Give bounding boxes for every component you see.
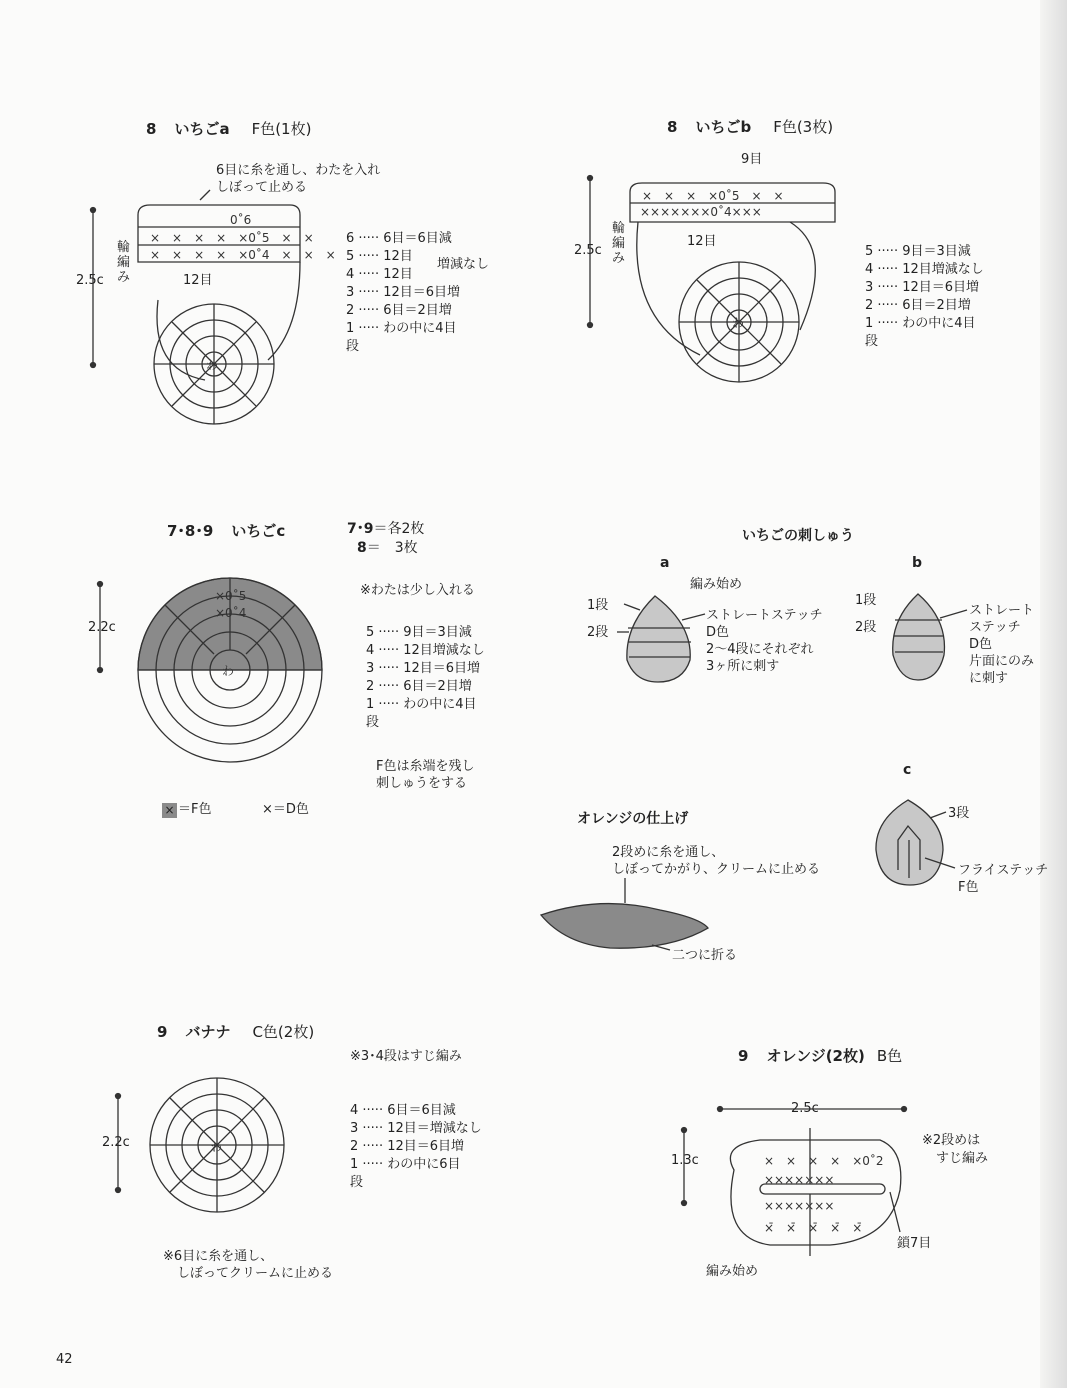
ichigo-c-size: 2.2c [88,620,116,635]
dan-label: 段 [346,339,360,354]
ichigo-b-title: いちごb [695,118,752,136]
embroidery-a-label: a [660,555,670,571]
svg-text:×0˚4: ×0˚4 [215,606,247,620]
svg-text:× × × × ×0˚4 × × ×: × × × × ×0˚4 × × × [150,248,336,262]
ichigo-c-count-2: 8＝ 3枚 [357,540,418,556]
embroidery-a-stitch: ストレートステッチ [706,608,823,623]
banana-title: バナナ [185,1023,231,1041]
banana-note-suji: ※3･4段はすじ編み [350,1049,462,1064]
orange-finish-note-1: 2段めに糸を通し、 [612,845,725,860]
ichigo-c-number: 7･8･9 [167,522,214,540]
svg-text:0˚6: 0˚6 [230,213,252,227]
legend-f-swatch: × [162,803,177,818]
legend-f-label: ＝F色 [178,802,212,817]
svg-text:わ: わ [210,1140,223,1154]
row: 5 ····· 12目 [346,249,413,264]
ichigo-c-note-f-2: 刺しゅうをする [376,776,468,791]
embroidery-b-dan2: 2段 [855,620,877,635]
ichigo-c-note-wata: ※わたは少し入れる [360,583,475,598]
dan-label: 段 [865,334,879,349]
svg-text:わ: わ [206,358,219,372]
embroidery-a-start: 編み始め [690,577,743,592]
svg-text:× × × ×0˚5 × ×: × × × ×0˚5 × × [642,189,784,203]
page-number: 42 [56,1352,73,1367]
ichigo-a-note-1: 6目に糸を通し、わたを入れ [216,163,381,178]
orange-width: 2.5c [791,1101,819,1116]
orange-finish-title: オレンジの仕上げ [577,811,689,827]
orange-finish-note-2: しぼってかがり、クリームに止める [612,862,821,877]
embroidery-a-note-1: 2～4段にそれぞれ [706,642,814,657]
orange-height: 1.3c [671,1153,699,1168]
embroidery-c-dan3: 3段 [948,806,970,821]
svg-text:わ: わ [222,664,235,678]
ichigo-a-number: 8 [146,120,157,138]
embroidery-title: いちごの刺しゅう [742,528,854,544]
ichigo-a-title: いちごa [174,120,230,138]
banana-bottom-note-1: ※6目に糸を通し、 [163,1249,274,1264]
embroidery-b-l4: 片面にのみ [969,654,1035,669]
row: 2 ····· 12目＝6目増 [350,1139,465,1154]
ichigo-a-note-2: しぼって止める [216,180,308,195]
row: 4 ····· 12目 [346,267,413,282]
ichigo-a-side-label: 輪編み [117,240,131,285]
orange-note-2: すじ編み [936,1151,989,1166]
row: 2 ····· 6目＝2目増 [346,303,452,318]
ichigo-b-color: F色(3枚) [773,118,834,136]
row: 5 ····· 9目＝3目減 [366,625,472,640]
embroidery-a-dan2: 2段 [587,625,609,640]
dan-label: 段 [350,1175,364,1190]
ichigo-b-number: 8 [667,118,678,136]
orange-start: 編み始め [706,1264,759,1279]
embroidery-a-note-2: 3ヶ所に刺す [706,659,780,674]
svg-text:×0˚5: ×0˚5 [215,589,247,603]
ichigo-b-side-label: 輪編み [612,221,626,266]
ichigo-c-title: いちごc [231,522,286,540]
row: 6 ····· 6目＝6目減 [346,231,452,246]
row: 3 ····· 12目＝増減なし [350,1121,482,1136]
ichigo-c-note-f-1: F色は糸端を残し [376,759,475,774]
embroidery-a-dan1: 1段 [587,598,609,613]
orange-number: 9 [738,1047,749,1065]
row: 4 ····· 12目増減なし [865,262,984,277]
row: 3 ····· 12目＝6目増 [366,661,481,676]
svg-text:× × × × ×0˚5 × ×: × × × × ×0˚5 × × [150,231,314,245]
ichigo-a-color: F色(1枚) [251,120,312,138]
orange-title: オレンジ(2枚) [766,1047,865,1065]
ichigo-c-count-1: 7･9＝各2枚 [347,521,425,537]
orange-chain: 鎖7目 [897,1236,932,1251]
banana-bottom-note-2: しぼってクリームに止める [177,1266,334,1281]
ichigo-a-size: 2.5c [76,273,104,288]
orange-finish-shape [541,904,708,949]
row: 3 ····· 12目＝6目増 [865,280,980,295]
ichigo-b-top-label: 9目 [741,152,763,167]
banana-color: C色(2枚) [252,1023,315,1041]
orange-note-1: ※2段めは [922,1133,981,1148]
row: 3 ····· 12目＝6目増 [346,285,461,300]
row: 2 ····· 6目＝2目増 [366,679,472,694]
ichigo-a-bracket-note: 増減なし [437,257,490,272]
row: 4 ····· 12目増減なし [366,643,485,658]
row: 1 ····· わの中に4目 [366,697,477,712]
embroidery-b-dan1: 1段 [855,593,877,608]
embroidery-b-l1: ストレート [969,603,1035,618]
embroidery-b-l2: ステッチ [969,620,1021,635]
embroidery-b-label: b [912,555,923,571]
orange-finish-fold: 二つに折る [672,948,738,963]
embroidery-a-color: D色 [706,625,730,640]
dan-label: 段 [366,715,380,730]
svg-text:×××××××: ××××××× [764,1199,835,1213]
ichigo-b-stitch-label: 12目 [687,234,717,249]
row: 1 ····· わの中に4目 [865,316,976,331]
embroidery-b-shape [893,594,945,680]
row: 4 ····· 6目＝6目減 [350,1103,456,1118]
ichigo-b-size: 2.5c [574,243,602,258]
row: 5 ····· 9目＝3目減 [865,244,971,259]
embroidery-b-l5: に刺す [969,671,1009,686]
embroidery-b-l3: D色 [969,637,993,652]
svg-text:× × × × ×0˚2: × × × × ×0˚2 [764,1154,884,1168]
row: 1 ····· わの中に6目 [350,1157,461,1172]
orange-color: B色 [876,1047,903,1065]
svg-text:わ: わ [732,316,745,330]
banana-size: 2.2c [102,1135,130,1150]
ichigo-a-stitch-label: 12目 [183,273,213,288]
embroidery-c-color: F色 [958,880,979,895]
row: 2 ····· 6目＝2目増 [865,298,971,313]
row: 1 ····· わの中に4目 [346,321,457,336]
crochet-marks [150,188,884,1235]
banana-number: 9 [157,1023,168,1041]
embroidery-c-stitch: フライステッチ [958,863,1049,878]
svg-text:×××××××: ××××××× [764,1173,835,1187]
embroidery-c-label: c [903,762,912,778]
svg-text:×××××××0˚4×××: ×××××××0˚4××× [640,205,762,219]
svg-text:×̄ ×̄ ×̄ ×̄ ×̄: ×̄ ×̄ ×̄ ×̄ ×̄ [764,1221,863,1235]
legend-d-label: ×＝D色 [262,802,309,817]
